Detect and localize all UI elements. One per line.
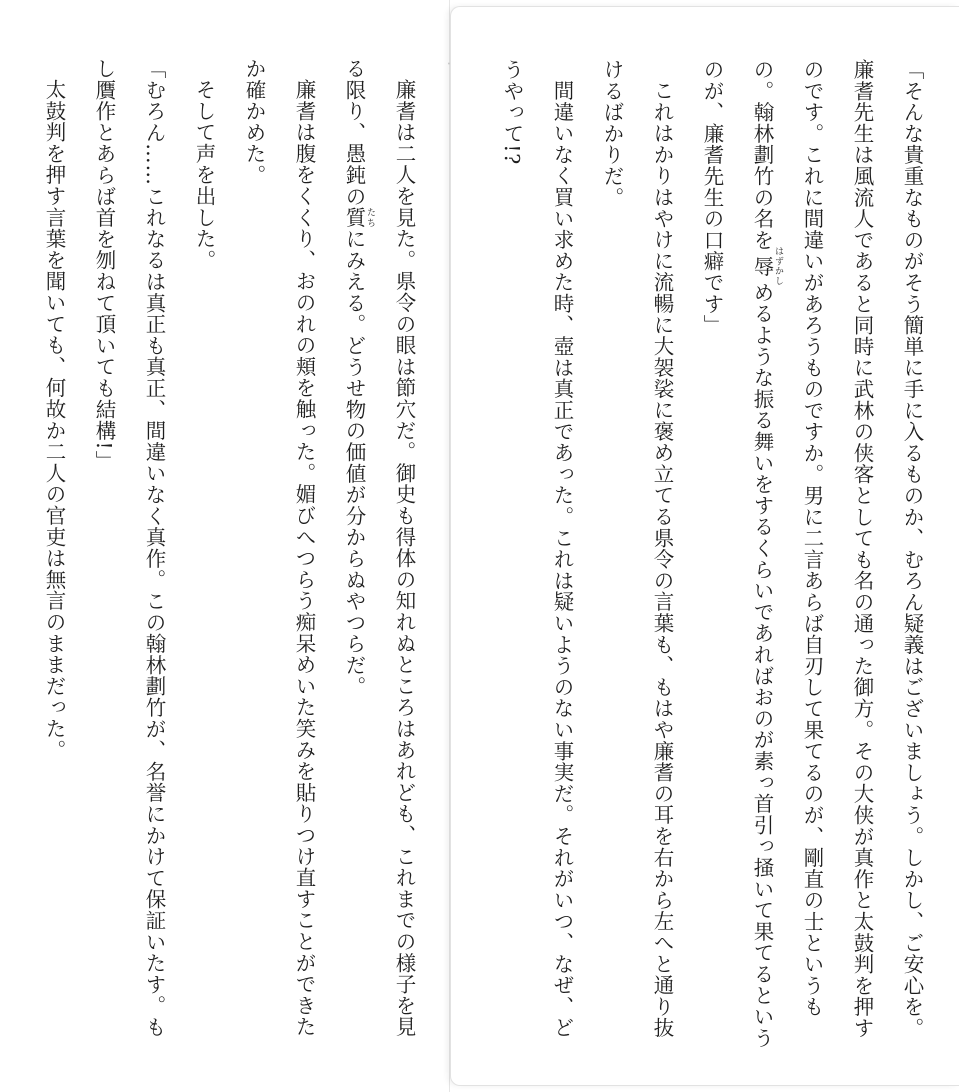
page-curl-mark: ・: [442, 58, 455, 69]
left-page[interactable]: [0, 0, 450, 1092]
ruby-annotation: 質 たち: [342, 207, 375, 229]
paragraph: 間違いなく買い求めた時、壺は真正であった。これは疑いようのない事実だ。それがいつ、なぜ、どうやって!?: [500, 59, 574, 1038]
dialogue-paragraph: 「むろん……これなるは真正も真正、間違いなく真作。この翰林劃竹が、名誉にかけて保証いたす。もし贋作とあらば首を刎ねて頂いても結構!」: [92, 58, 166, 1038]
dialogue-paragraph: 「そんな貴重なものがそう簡単に手に入るものか、むろん疑義はございましょう。しかし、ご安心を。廉耆先生は風流人であると同時に武林の侠客としても名の通った御方。その大侠が真作と太鼓判を押すのです。これに間違いがあろうものですか。男に二言あらば自刃して果てるのが、剛直の士というもの。翰林劃竹の名を辱 はずかしめるような振る舞いをするくらいであればおのが素っ首引っ掻いて果てるというのが、廉耆先生の口癖です」: [700, 59, 924, 1049]
paragraph: これはかりはやけに流暢に大袈裟に褒め立てる県令の言葉も、もはや廉耆の耳を右から左へと通り抜けるばかりだ。: [600, 59, 674, 1038]
left-page-text: [29, 58, 429, 1058]
paragraph: 廉耆は腹をくくり、おのれの頬を触った。媚びへつらう痴呆めいた笑みを貼りつけ直すことができたか確かめた。: [242, 58, 316, 1037]
paragraph: そして声を出した。: [192, 78, 216, 271]
right-page-text: [487, 59, 937, 1059]
paragraph: 太鼓判を押す言葉を聞いても、何故か二人の官吏は無言のままだった。: [42, 78, 66, 761]
ruby-annotation: 辱 はずかし: [750, 246, 783, 286]
right-page[interactable]: [450, 6, 959, 1086]
paragraph: 廉耆は二人を見た。県令の眼は節穴だ。御史も得体の知れぬところはあれども、これまでの様子を見る限り、愚鈍の質 たちにみえる。どうせ物の価値が分からぬやつらだ。: [342, 58, 416, 1037]
